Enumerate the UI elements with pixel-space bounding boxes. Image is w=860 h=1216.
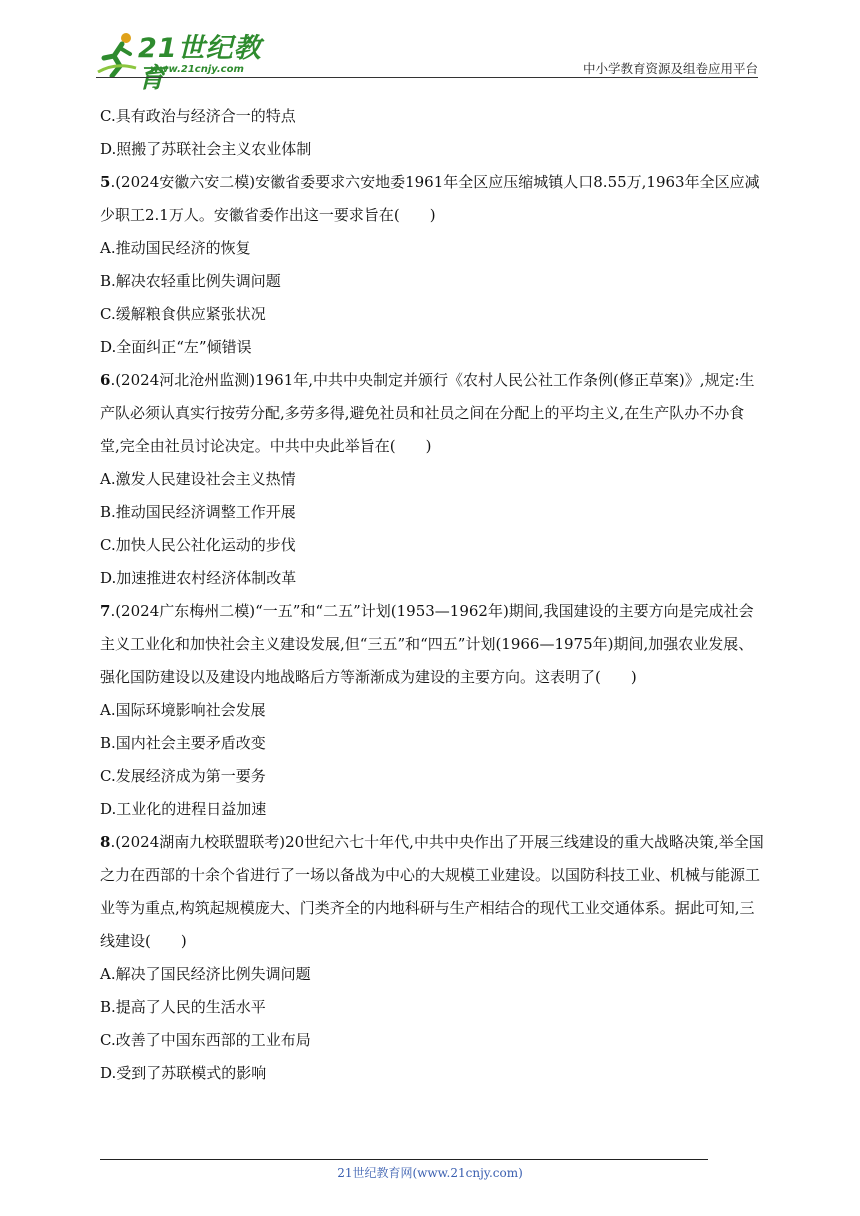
question-text: .(2024湖南九校联盟联考)20世纪六七十年代,中共中央作出了开展三线建设的重大战略决策,举全国之力在西部的十余个省进行了一场以备战为中心的大规模工业建设。以国防科技工业、机械与能源工业等为重点,构筑起规模庞大、门类齐全的内地科研与生产相结合的现代工业交通体系。据此可知,三线建设( ) xyxy=(100,833,764,950)
question-stem xyxy=(100,595,764,694)
answer-option: A.解决了国民经济比例失调问题 xyxy=(100,965,311,983)
answer-option: A.激发人民建设社会主义热情 xyxy=(100,470,296,488)
site-tagline: 中小学教育资源及组卷应用平台 xyxy=(582,61,758,76)
question-text: .(2024广东梅州二模)“一五”和“二五”计划(1953—1962年)期间,我国建设的主要方向是完成社会主义工业化和加快社会主义建设发展,但“三五”和“四五”计划(1966—1975年)期间,加强农业发展、强化国防建设以及建设内地战略后方等渐渐成为建设的主要方向。这表明了( ) xyxy=(100,602,754,686)
logo-url: www.21cnjy.com xyxy=(150,64,244,75)
answer-option: D.加速推进农村经济体制改革 xyxy=(100,569,297,587)
answer-option: B.提高了人民的生活水平 xyxy=(100,998,266,1016)
question-stem xyxy=(100,364,764,463)
answer-option: A.推动国民经济的恢复 xyxy=(100,239,251,257)
question-number: 7 xyxy=(100,602,111,620)
answer-option: C.具有政治与经济合一的特点 xyxy=(100,107,296,125)
footer-text[interactable]: 21世纪教育网(www.21cnjy.com) xyxy=(337,1166,523,1180)
question-number: 5 xyxy=(100,173,111,191)
runner-icon xyxy=(96,32,140,78)
site-logo[interactable] xyxy=(96,32,276,94)
answer-option: C.发展经济成为第一要务 xyxy=(100,767,266,785)
header-divider xyxy=(96,77,758,78)
answer-option: C.缓解粮食供应紧张状况 xyxy=(100,305,266,323)
answer-option: A.国际环境影响社会发展 xyxy=(100,701,266,719)
question-number: 6 xyxy=(100,371,111,389)
answer-option: C.改善了中国东西部的工业布局 xyxy=(100,1031,311,1049)
question-text: .(2024安徽六安二模)安徽省委要求六安地委1961年全区应压缩城镇人口8.55万,1963年全区应减少职工2.1万人。安徽省委作出这一要求旨在( ) xyxy=(100,173,760,224)
question-content xyxy=(100,100,764,1090)
question-stem xyxy=(100,826,764,958)
question-stem xyxy=(100,166,764,232)
answer-option: D.受到了苏联模式的影响 xyxy=(100,1064,267,1082)
answer-option: C.加快人民公社化运动的步伐 xyxy=(100,536,296,554)
footer-divider xyxy=(100,1159,708,1160)
question-text: .(2024河北沧州监测)1961年,中共中央制定并颁行《农村人民公社工作条例(修正草案)》,规定:生产队必须认真实行按劳分配,多劳多得,避免社员和社员之间在分配上的平均主义,在生产队办不办食堂,完全由社员讨论决定。中共中央此举旨在( ) xyxy=(100,371,755,455)
answer-option: D.全面纠正“左”倾错误 xyxy=(100,338,252,356)
question-number: 8 xyxy=(100,833,111,851)
page-header xyxy=(96,26,758,94)
answer-option: B.解决农轻重比例失调问题 xyxy=(100,272,281,290)
answer-option: D.工业化的进程日益加速 xyxy=(100,800,267,818)
answer-option: B.国内社会主要矛盾改变 xyxy=(100,734,266,752)
logo-text: 21世纪教育 xyxy=(138,33,262,94)
answer-option: B.推动国民经济调整工作开展 xyxy=(100,503,296,521)
answer-option: D.照搬了苏联社会主义农业体制 xyxy=(100,140,312,158)
